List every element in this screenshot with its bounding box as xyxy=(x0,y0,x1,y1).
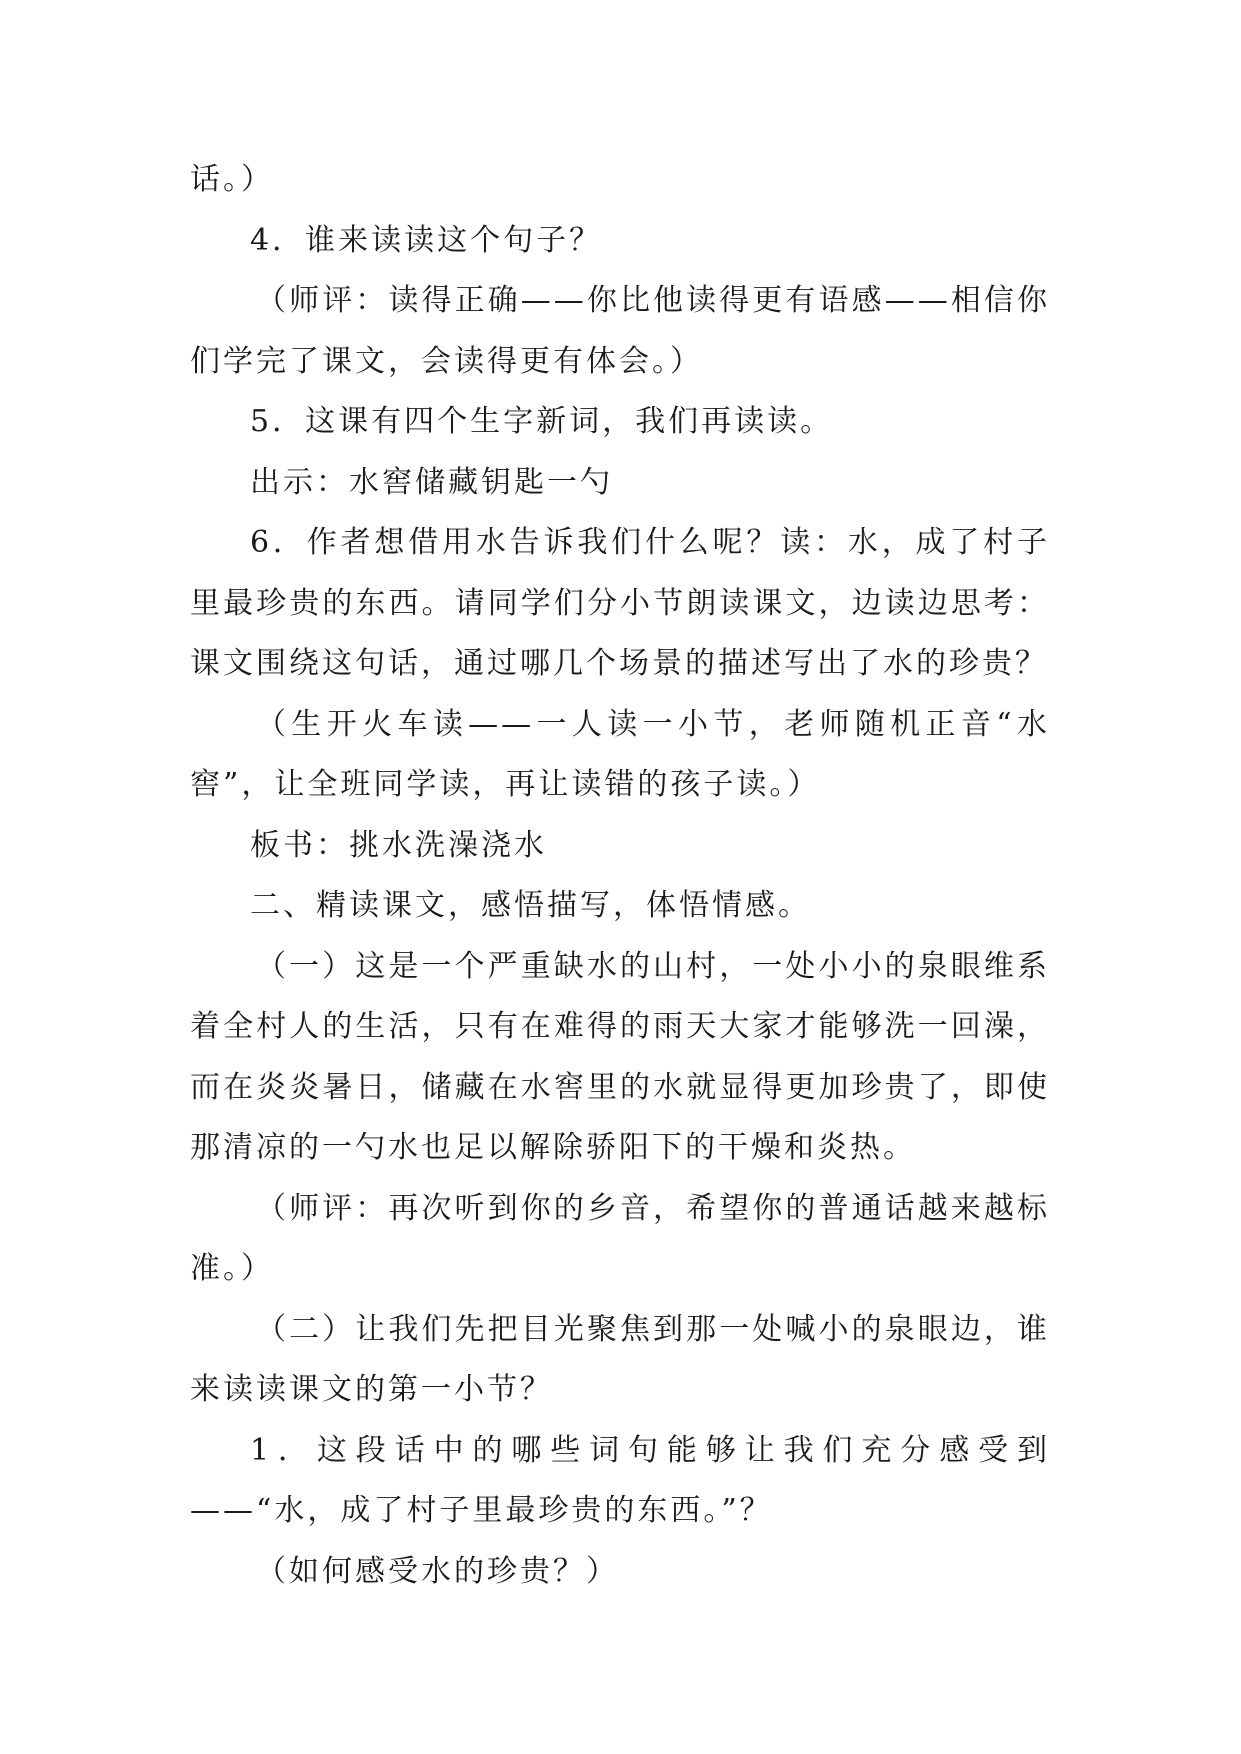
paragraph-item-5: 5．这课有四个生字新词，我们再读读。 xyxy=(250,404,834,439)
paragraph-part-1: （一）这是一个严重缺水的山村，一处小小的泉眼维系着全村人的生活，只有在难得的雨天大家才能够洗一回澡，而在炎炎暑日，储藏在水窖里的水就显得更加珍贵了，即使那清凉的一勺水也足以解除骄阳下的干燥和炎热。 xyxy=(190,948,1050,1165)
paragraph-item-1: 1．这段话中的哪些词句能够让我们充分感受到——“水，成了村子里最珍贵的东西。”？ xyxy=(190,1432,1050,1528)
paragraph-show-words: 出示：水窖储藏钥匙一勺 xyxy=(250,464,613,500)
paragraph-item-6: 6．作者想借用水告诉我们什么呢？读：水，成了村子里最珍贵的东西。请同学们分小节朗读课文，边读边思考：课文围绕这句话，通过哪几个场景的描述写出了水的珍贵？ xyxy=(190,525,1050,681)
paragraph-train-reading: （生开火车读——一人读一小节，老师随机正音“水窖”，让全班同学读，再让读错的孩子读。） xyxy=(190,706,1050,802)
paragraph-question: （如何感受水的珍贵？） xyxy=(256,1553,619,1589)
paragraph-teacher-comment-2: （师评：再次听到你的乡音，希望你的普通话越来越标准。） xyxy=(190,1190,1050,1286)
paragraph-part-2: （二）让我们先把目光聚焦到那一处喊小的泉眼边，谁来读读课文的第一小节？ xyxy=(190,1311,1050,1407)
paragraph-blackboard: 板书：挑水洗澡浇水 xyxy=(250,827,547,863)
section-heading-2: 二、精读课文，感悟描写，体悟情感。 xyxy=(250,888,811,923)
paragraph-teacher-comment-1: （师评：读得正确——你比他读得更有语感——相信你们学完了课文，会读得更有体会。） xyxy=(190,283,1050,379)
document-body xyxy=(190,150,1050,1602)
paragraph-item-4: 4．谁来读读这个句子？ xyxy=(250,222,603,258)
paragraph-continuation: 话。） xyxy=(190,162,274,197)
